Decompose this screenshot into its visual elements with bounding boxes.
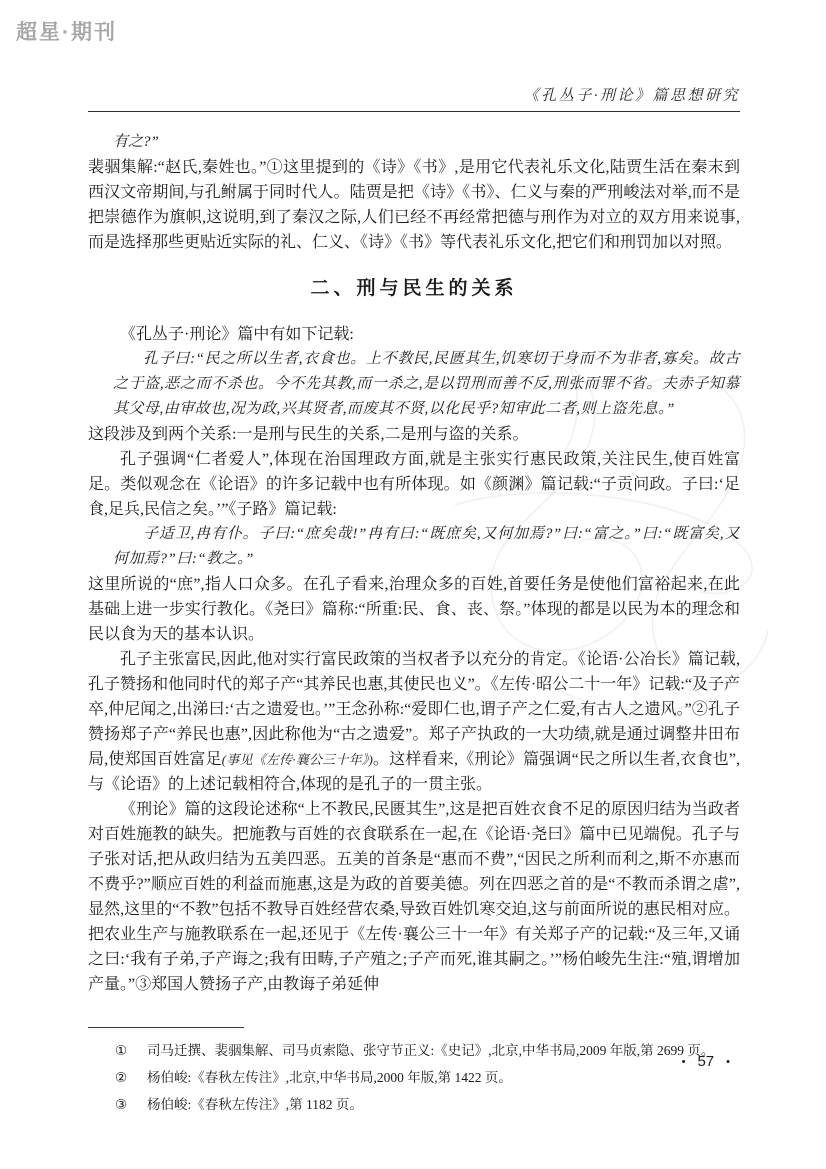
footnote-text: 杨伯峻:《春秋左传注》,北京,中华书局,2000 年版,第 1422 页。 — [147, 1070, 512, 1085]
footnote-item — [88, 1064, 740, 1091]
page-number-left-dot: • — [681, 1055, 686, 1068]
page-number — [682, 1053, 730, 1070]
running-title: 《孔丛子·刑论》篇思想研究 — [523, 88, 740, 104]
article-body — [88, 130, 740, 1118]
footnote-text: 司马迁撰、裴骃集解、司马贞索隐、张守节正义:《史记》,北京,中华书局,2009 年版,第 2699 页。 — [147, 1043, 715, 1058]
page-number-right-dot: • — [726, 1055, 730, 1068]
paragraph-run: 。这样看来,《刑论》篇强调“民之所以生者,衣食也”,与《论语》的上述记载相符合,体现的是孔子的一贯主张。 — [88, 751, 740, 793]
paragraph-quote-tail: 有之?” — [113, 134, 159, 150]
block-quotation: 孔子曰:“民之所以生者,衣食也。上不教民,民匮其生,饥寒切于身而不为非者,寡矣。故古之于盗,恶之而不杀也。今不先其教,而一杀之,是以罚刑而善不反,刑张而罪不省。夫赤子知慕其父母,由审故也,况为政,兴其贤者,而废其不贤,以化民乎?知审此二者,则上盗先息。” — [113, 351, 740, 417]
paragraph-body: 裴骃集解:“赵氏,秦姓也。”①这里提到的《诗》《书》,是用它代表礼乐文化,陆贾生活在秦末到西汉文帝期间,与孔鲋属于同时代人。陆贾是把《诗》《书》、仁义与秦的严刑峻法对举,而不是把崇德作为旗帜,这说明,到了秦汉之际,人们已经不再经常把德与刑作为对立的双方用来说事,而是选择那些更贴近实际的礼、仁义、《诗》《书》等代表礼乐文化,把它们和刑罚加以对照。 — [88, 159, 740, 251]
footnote-item — [88, 1037, 740, 1064]
footnote-separator-rule — [88, 1027, 244, 1028]
footnote-marker: ① — [115, 1043, 128, 1058]
footnote-text: 杨伯峻:《春秋左传注》,第 1182 页。 — [147, 1097, 363, 1112]
footnote-item — [88, 1091, 740, 1118]
footnotes-block — [88, 1037, 740, 1118]
paragraph-body: 这段涉及到两个关系:一是刑与民生的关系,二是刑与盗的关系。 — [88, 426, 529, 443]
platform-brand-logo: 超星·期刊 — [16, 21, 117, 44]
page-number-value: 57 — [697, 1053, 715, 1070]
footnote-marker: ③ — [115, 1097, 128, 1112]
inline-citation-note: (事见《左传·襄公三十年》) — [221, 752, 373, 767]
paragraph-body: 这里所说的“庶”,指人口众多。在孔子看来,治理众多的百姓,首要任务是使他们富裕起来,在此基础上进一步实行教化。《尧曰》篇称:“所重:民、食、丧、祭。”体现的都是以民为本的理念和民以食为天的基本认识。 — [88, 576, 740, 643]
paragraph-body: 孔子强调“仁者爱人”,体现在治国理政方面,就是主张实行惠民政策,关注民生,使百姓富足。类似观念在《论语》的许多记载中也有所体现。如《颜渊》篇记载:“子贡问政。子曰:‘足食,足兵,民信之矣。’”《子路》篇记载: — [88, 451, 740, 518]
paragraph-body — [88, 647, 740, 797]
header-rule — [88, 111, 740, 112]
section-heading: 二、刑与民生的关系 — [310, 278, 518, 299]
paragraph-body: 《孔丛子·刑论》篇中有如下记载: — [120, 326, 354, 343]
paragraph-run: 孔子主张富民,因此,他对实行富民政策的当权者予以充分的肯定。《论语·公冶长》篇记载,孔子赞扬和他同时代的郑子产“其养民也惠,其使民也义”。《左传·昭公二十一年》记载:“及子产卒,仲尼闻之,出涕曰:‘古之遗爱也。’”王念孙称:“爱即仁也,谓子产之仁爱,有古人之遗风。”②孔子赞扬郑子产“养民也惠”,因此称他为“古之遗爱”。郑子产执政的一大功绩,就是通过调整井田布局,使郑国百姓富足 — [88, 651, 740, 768]
paragraph-body: 《刑论》篇的这段论述称“上不教民,民匮其生”,这是把百姓衣食不足的原因归结为当政者对百姓施教的缺失。把施教与百姓的衣食联系在一起,在《论语·尧曰》篇中已见端倪。孔子与子张对话,把从政归结为五美四恶。五美的首条是“惠而不费”,“因民之所利而利之,斯不亦惠而不费乎?”顺应百姓的利益而施惠,这是为政的首要美德。列在四恶之首的是“不教而杀谓之虐”,显然,这里的“不教”包括不教导百姓经营农桑,导致百姓饥寒交迫,这与前面所说的惠民相对应。把农业生产与施教联系在一起,还见于《左传·襄公三十一年》有关郑子产的记载:“及三年,又诵之曰:‘我有子弟,子产诲之;我有田畴,子产殖之;子产而死,谁其嗣之。’”杨伯峻先生注:“殖,谓增加产量。”③郑国人赞扬子产,由教诲子弟延伸 — [88, 801, 740, 993]
block-quotation: 子适卫,冉有仆。子曰:“庶矣哉!”冉有曰:“既庶矣,又何加焉?”曰:“富之。”曰:“既富矣,又何加焉?”曰:“教之。” — [113, 526, 740, 567]
footnote-marker: ② — [115, 1070, 128, 1085]
